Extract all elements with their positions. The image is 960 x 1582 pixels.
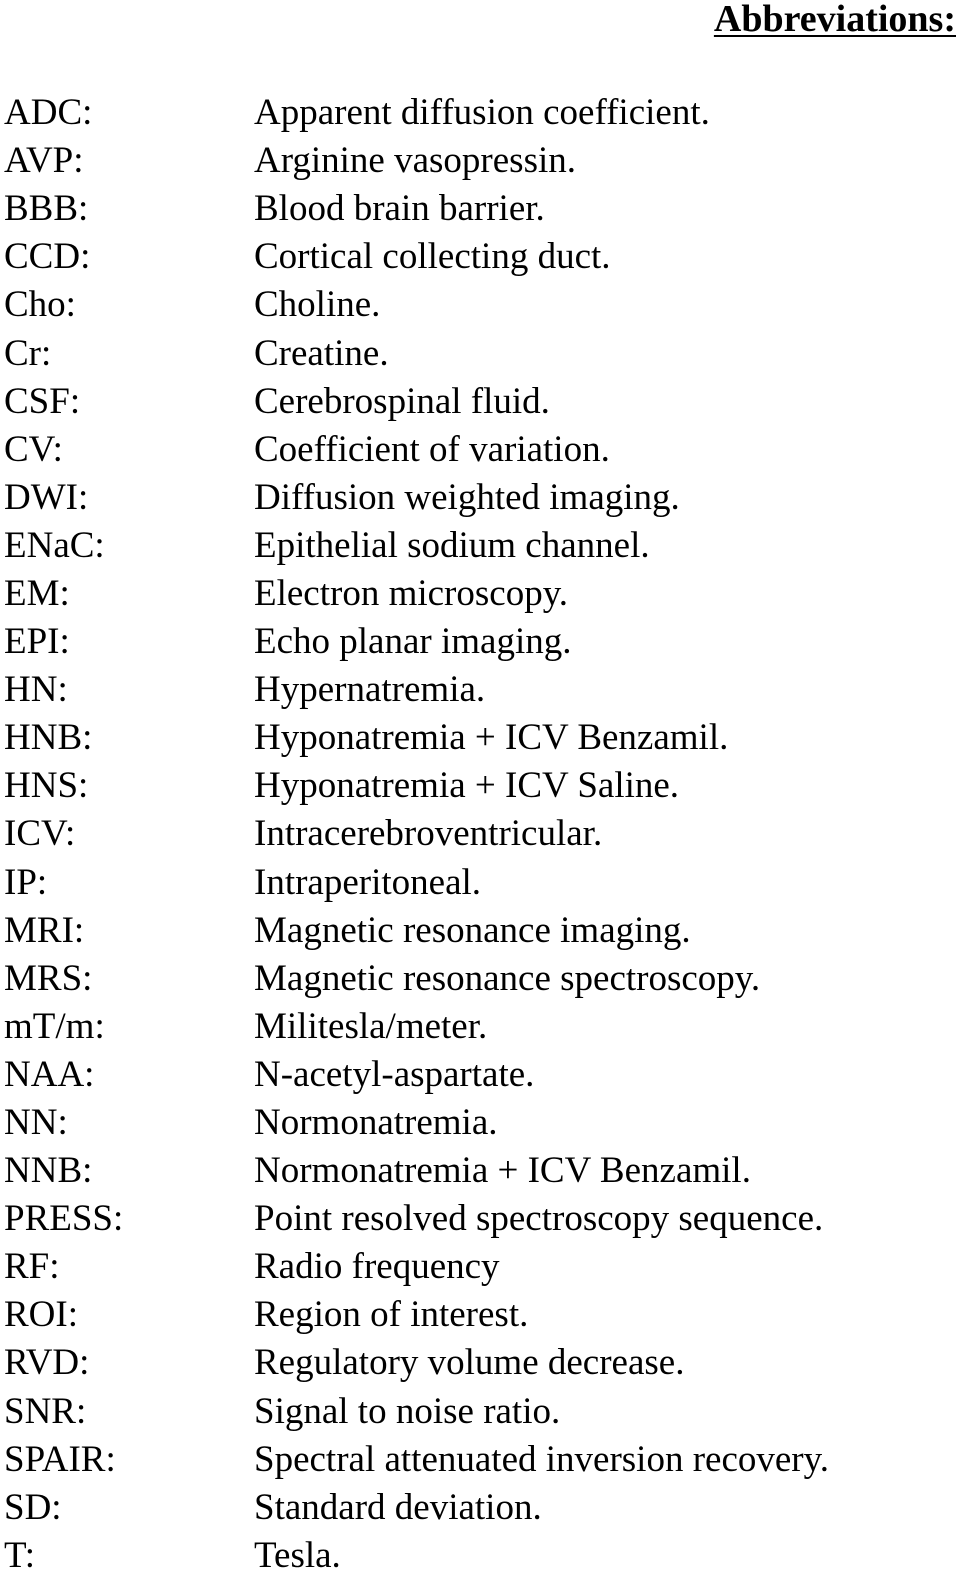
abbreviation-row bbox=[4, 281, 954, 329]
abbreviation-term: ENaC: bbox=[4, 524, 105, 566]
abbreviation-row bbox=[4, 1436, 954, 1484]
abbreviation-term: SD: bbox=[4, 1486, 62, 1528]
abbreviation-definition: Signal to noise ratio. bbox=[254, 1390, 561, 1432]
abbreviation-definition: Choline. bbox=[254, 284, 381, 326]
abbreviation-term: NNB: bbox=[4, 1150, 93, 1192]
abbreviation-definition: Arginine vasopressin. bbox=[254, 140, 576, 182]
abbreviation-definition: Normonatremia. bbox=[254, 1102, 498, 1144]
abbreviation-term: BBB: bbox=[4, 188, 89, 230]
abbreviation-term: AVP: bbox=[4, 140, 84, 182]
abbreviation-definition: Normonatremia + ICV Benzamil. bbox=[254, 1150, 751, 1192]
abbreviation-term: PRESS: bbox=[4, 1198, 124, 1240]
abbreviation-definition: Epithelial sodium channel. bbox=[254, 524, 650, 566]
abbreviation-definition: Hyponatremia + ICV Benzamil. bbox=[254, 717, 729, 759]
abbreviation-definition: Regulatory volume decrease. bbox=[254, 1342, 685, 1384]
abbreviation-row bbox=[4, 378, 954, 426]
abbreviation-term: CSF: bbox=[4, 380, 81, 422]
abbreviation-row bbox=[4, 474, 954, 522]
abbreviation-row bbox=[4, 522, 954, 570]
abbreviation-term: CCD: bbox=[4, 236, 91, 278]
abbreviation-row bbox=[4, 1099, 954, 1147]
abbreviation-definition: Magnetic resonance imaging. bbox=[254, 909, 691, 951]
abbreviation-row bbox=[4, 570, 954, 618]
abbreviation-term: ADC: bbox=[4, 92, 93, 134]
abbreviation-term: ROI: bbox=[4, 1294, 78, 1336]
abbreviation-definition: Standard deviation. bbox=[254, 1486, 542, 1528]
abbreviation-definition: Cerebrospinal fluid. bbox=[254, 380, 550, 422]
abbreviation-definition: Diffusion weighted imaging. bbox=[254, 476, 680, 518]
abbreviation-list bbox=[4, 89, 954, 1580]
page-heading: Abbreviations: bbox=[713, 0, 956, 40]
abbreviation-definition: Tesla. bbox=[254, 1534, 341, 1576]
abbreviation-definition: Spectral attenuated inversion recovery. bbox=[254, 1438, 829, 1480]
abbreviation-term: RF: bbox=[4, 1246, 60, 1288]
abbreviation-term: NAA: bbox=[4, 1053, 95, 1095]
abbreviation-definition: Coefficient of variation. bbox=[254, 428, 610, 470]
abbreviation-row bbox=[4, 666, 954, 714]
abbreviation-row bbox=[4, 810, 954, 858]
abbreviation-definition: Hyponatremia + ICV Saline. bbox=[254, 765, 680, 807]
abbreviation-term: EPI: bbox=[4, 621, 70, 663]
abbreviation-row bbox=[4, 1003, 954, 1051]
abbreviation-row bbox=[4, 1532, 954, 1580]
abbreviation-row bbox=[4, 137, 954, 185]
abbreviation-row bbox=[4, 89, 954, 137]
abbreviation-definition: Militesla/meter. bbox=[254, 1005, 488, 1047]
abbreviation-term: T: bbox=[4, 1534, 36, 1576]
abbreviation-row bbox=[4, 1291, 954, 1339]
abbreviation-row bbox=[4, 1339, 954, 1387]
abbreviation-row bbox=[4, 1051, 954, 1099]
abbreviation-definition: Apparent diffusion coefficient. bbox=[254, 92, 710, 134]
abbreviation-term: NN: bbox=[4, 1102, 68, 1144]
abbreviation-term: MRS: bbox=[4, 957, 93, 999]
abbreviation-row bbox=[4, 714, 954, 762]
abbreviation-definition: Echo planar imaging. bbox=[254, 621, 572, 663]
abbreviation-term: SNR: bbox=[4, 1390, 87, 1432]
abbreviation-definition: Blood brain barrier. bbox=[254, 188, 545, 230]
abbreviation-term: HNB: bbox=[4, 717, 93, 759]
abbreviation-row bbox=[4, 859, 954, 907]
abbreviation-row bbox=[4, 618, 954, 666]
abbreviation-term: mT/m: bbox=[4, 1005, 105, 1047]
abbreviation-definition: Intraperitoneal. bbox=[254, 861, 482, 903]
abbreviation-definition: Region of interest. bbox=[254, 1294, 529, 1336]
abbreviation-definition: Cortical collecting duct. bbox=[254, 236, 611, 278]
abbreviation-row bbox=[4, 185, 954, 233]
abbreviation-definition: Electron microscopy. bbox=[254, 572, 569, 614]
abbreviation-term: Cr: bbox=[4, 332, 52, 374]
abbreviation-row bbox=[4, 1243, 954, 1291]
abbreviation-row bbox=[4, 1484, 954, 1532]
abbreviation-term: Cho: bbox=[4, 284, 76, 326]
abbreviation-row bbox=[4, 955, 954, 1003]
abbreviation-term: RVD: bbox=[4, 1342, 90, 1384]
abbreviation-term: HN: bbox=[4, 669, 68, 711]
abbreviation-row bbox=[4, 1195, 954, 1243]
abbreviation-row bbox=[4, 762, 954, 810]
abbreviation-term: IP: bbox=[4, 861, 48, 903]
abbreviation-term: CV: bbox=[4, 428, 63, 470]
abbreviation-term: MRI: bbox=[4, 909, 85, 951]
abbreviation-row bbox=[4, 907, 954, 955]
abbreviation-definition: Creatine. bbox=[254, 332, 389, 374]
abbreviation-row bbox=[4, 426, 954, 474]
abbreviation-definition: Radio frequency bbox=[254, 1246, 500, 1288]
abbreviation-term: DWI: bbox=[4, 476, 89, 518]
abbreviation-definition: Magnetic resonance spectroscopy. bbox=[254, 957, 761, 999]
abbreviation-term: HNS: bbox=[4, 765, 89, 807]
abbreviation-term: EM: bbox=[4, 572, 70, 614]
abbreviation-term: SPAIR: bbox=[4, 1438, 116, 1480]
abbreviation-row bbox=[4, 1147, 954, 1195]
abbreviation-definition: N-acetyl-aspartate. bbox=[254, 1053, 535, 1095]
abbreviation-row bbox=[4, 233, 954, 281]
abbreviation-row bbox=[4, 329, 954, 377]
abbreviation-term: ICV: bbox=[4, 813, 76, 855]
abbreviation-definition: Hypernatremia. bbox=[254, 669, 486, 711]
abbreviation-definition: Point resolved spectroscopy sequence. bbox=[254, 1198, 824, 1240]
abbreviation-row bbox=[4, 1388, 954, 1436]
abbreviation-definition: Intracerebroventricular. bbox=[254, 813, 603, 855]
